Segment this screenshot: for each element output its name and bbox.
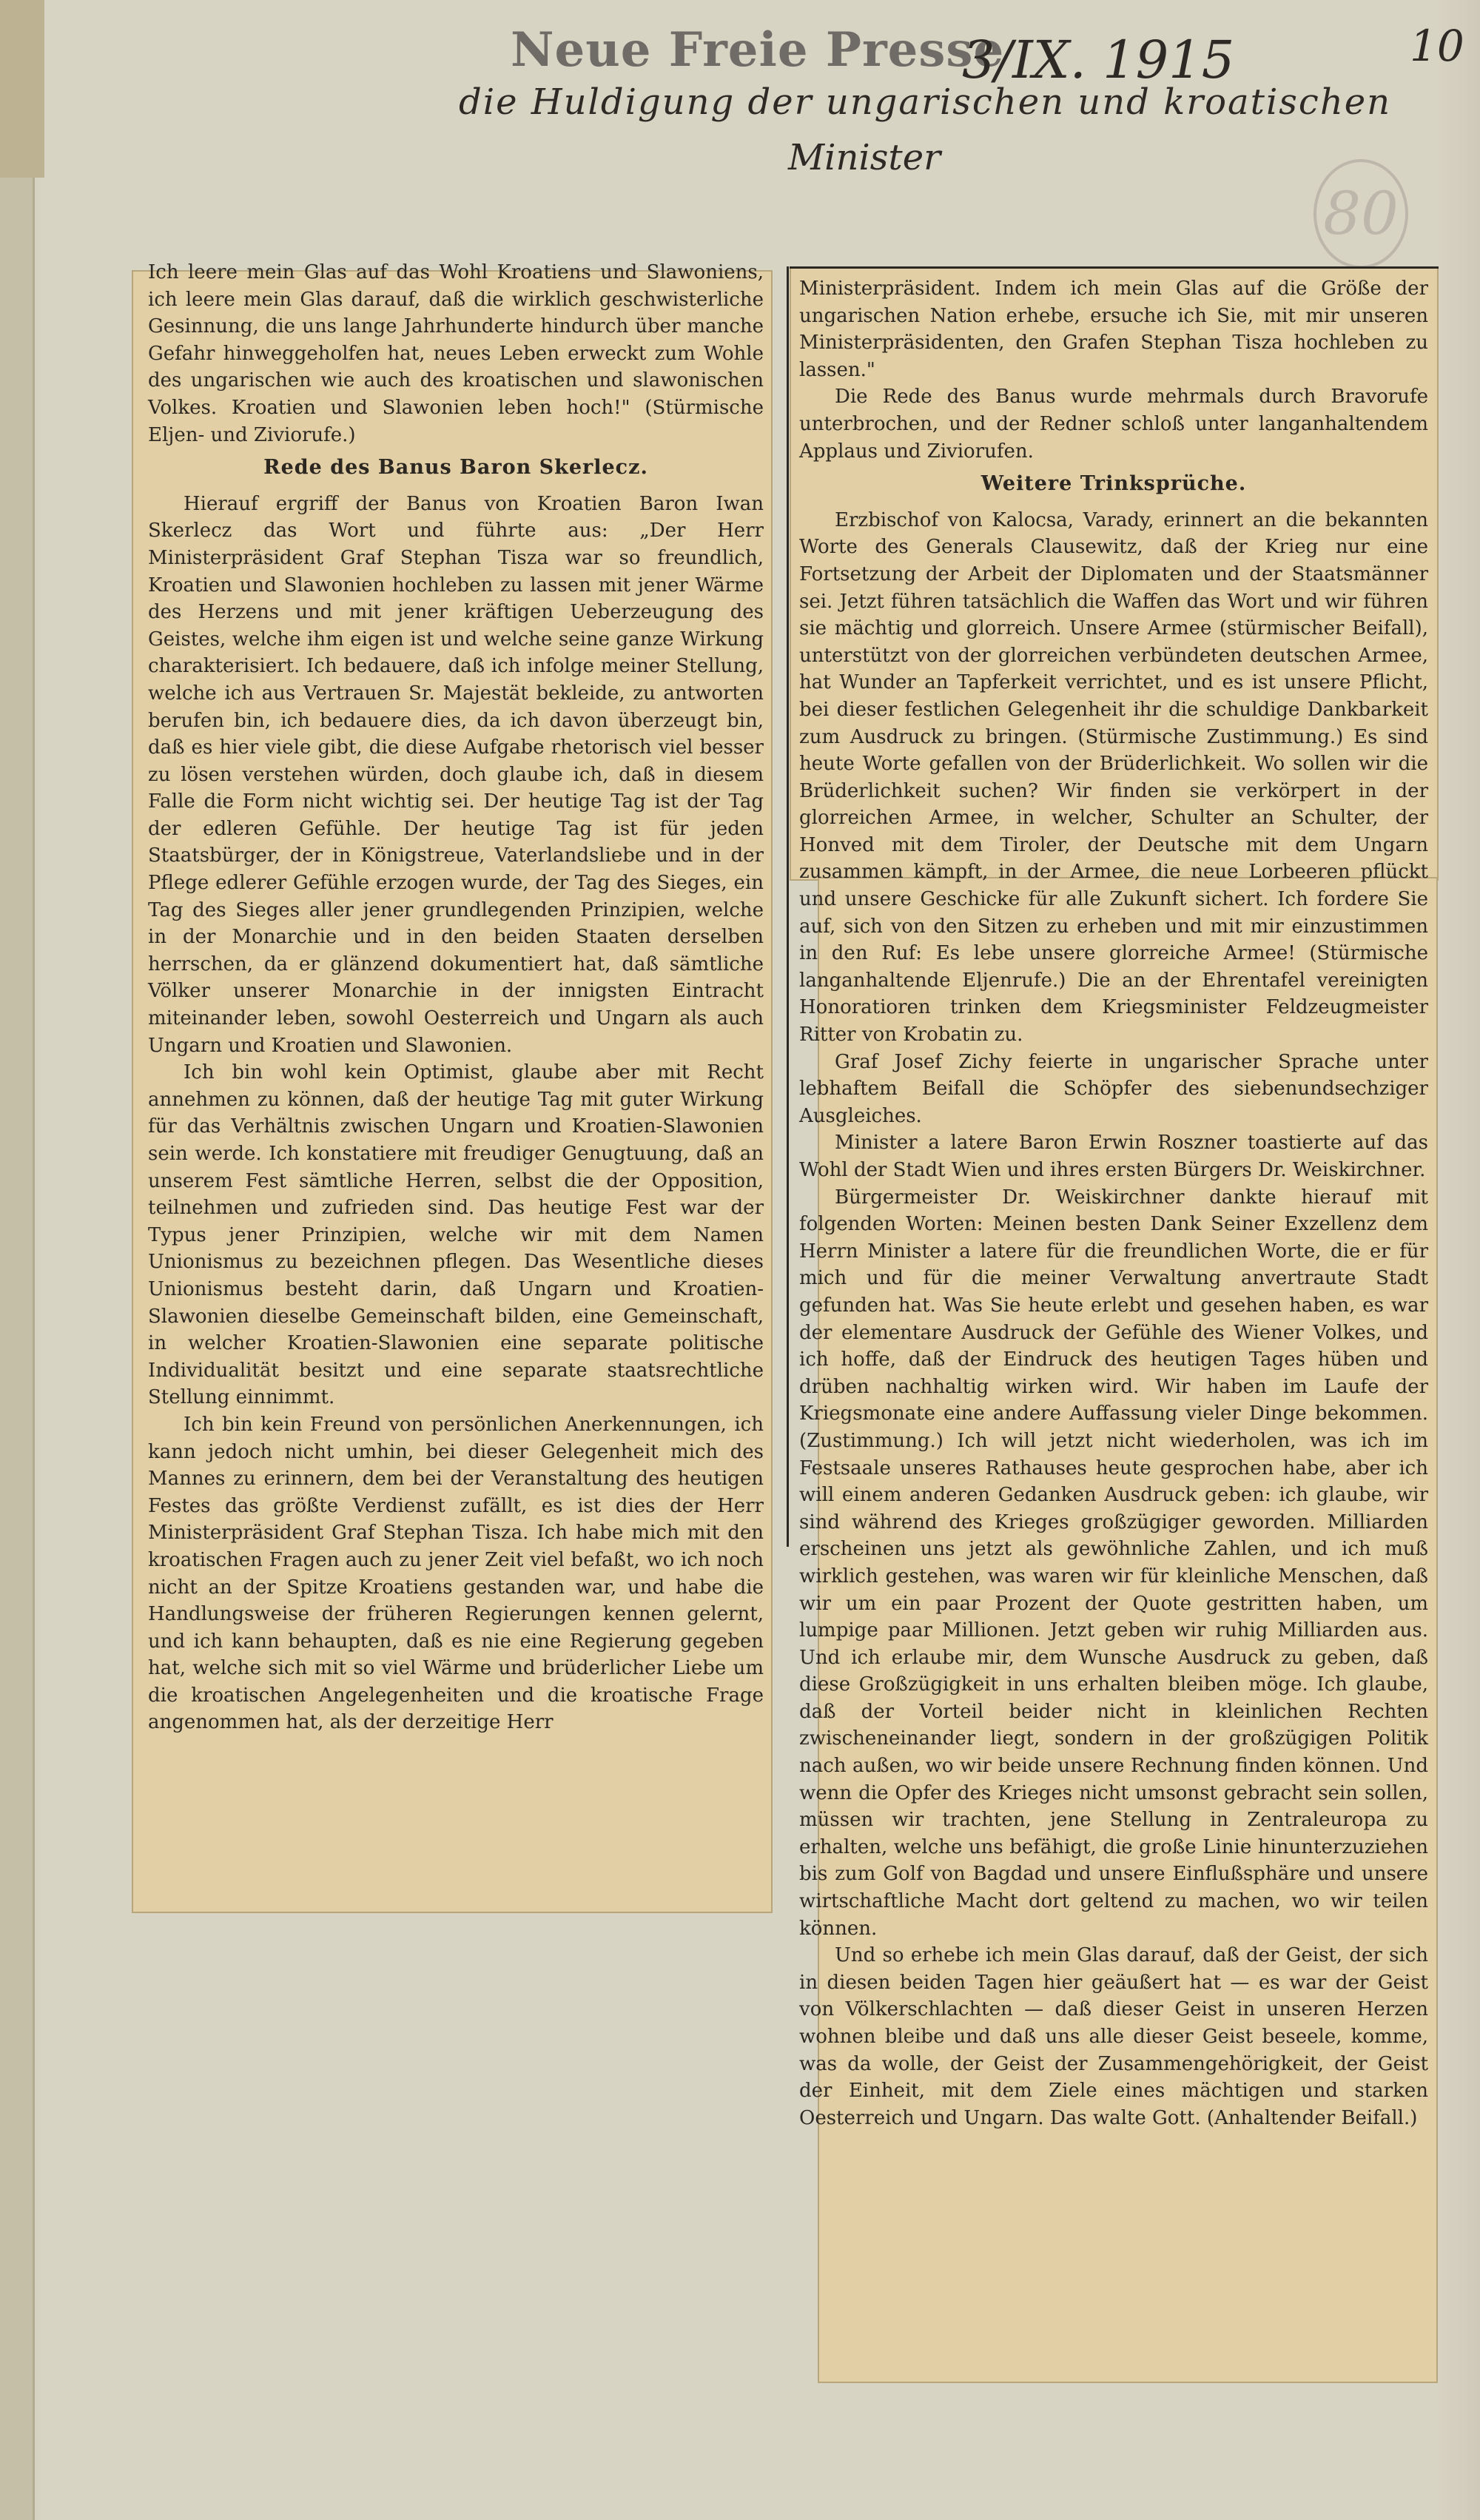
section-heading-banus: Rede des Banus Baron Skerlecz. — [263, 456, 648, 480]
right-paragraph-2: Die Rede des Banus wurde mehrmals durch Bravorufe unterbrochen, und der Redner schloß unter langanhaltendem Applaus und Ziviorufen. — [799, 386, 1428, 463]
right-paragraph-4: Graf Josef Zichy feierte in ungarischer Sprache unter lebhaftem Beifall die Schöpfer des siebenundsechziger Ausgleiches. — [799, 1050, 1428, 1127]
handwritten-title-line-2: Minister — [788, 137, 941, 178]
right-paragraph-6: Bürgermeister Dr. Weiskirchner dankte hierauf mit folgenden Worten: Meinen besten Dank Seiner Exzellenz dem Herrn Minister a latere für die freundlichen Worte, die er für mich und für die meiner Verwaltung anvertraute Stadt gefunden hat. Was Sie heute erlebt und gesehen haben, es war der elementare Ausdruck der Gefühle des Wiener Volkes, und ich hoffe, daß der Eindruck des heutigen Tages hüben und drüben nachhaltig wirken wird. Wir haben im Laufe der Kriegsmonate eine andere Auffassung vieler Dinge bekommen. (Zustimmung.) Ich will jetzt nicht wiederholen, was ich im Festsaale unseres Rathauses heute gesprochen habe, aber ich will einem anderen Gedanken Ausdruck geben: ich glaube, wir sind während des Krieges großzügiger geworden. Milliarden erscheinen uns jetzt als gewöhnliche Zahlen, und ich muß wirklich gestehen, was waren wir für kleinliche Menschen, daß wir um ein paar Prozent der Quote gestritten haben, um lumpige paar Millionen. Jetzt geben wir ruhig Milliarden aus. Und ich erlaube mir, dem Wunsche Ausdruck zu geben, daß diese Großzügigkeit in uns erhalten bleiben möge. Ich glaube, daß der Vorteil beider nicht in kleinlichen Rechten zwischeneinander liegt, sondern in der großzügigen Politik nach außen, wo wir beide unsere Rechnung finden können. Und wenn die Opfer des Krieges nicht umsonst gebracht sein sollen, müssen wir trachten, jene Stellung in Zentraleuropa zu erhalten, welche uns befähigt, die große Linie hinunterzuziehen bis zum Golf von Bagdad und unsere Einflußsphäre und unsere wirtschaftliche Macht dort geltend zu machen, wo wir teilen können. — [799, 1186, 1428, 1940]
left-paragraph-1: Ich leere mein Glas auf das Wohl Kroatiens und Slawoniens, ich leere mein Glas darauf, daß die wirklich geschwisterliche Gesinnung, die uns lange Jahrhunderte hindurch über manche Gefahr hinweggeholfen hat, neues Leben erweckt zum Wohle des ungarischen wie auch des kroatischen und slawonischen Volkes. Kroatien und Slawonien leben hoch!" (Stürmische Eljen- und Ziviorufe.) — [148, 261, 764, 446]
right-paragraph-1: Ministerpräsident. Indem ich mein Glas auf die Größe der ungarischen Nation erhebe, ersuche ich Sie, mit mir unseren Ministerpräsidenten, den Grafen Stephan Tisza hochleben zu lassen." — [799, 278, 1428, 381]
article-right-column — [799, 275, 1428, 2131]
column-rule-vertical — [787, 266, 789, 1547]
left-paragraph-3: Ich bin wohl kein Optimist, glaube aber mit Recht annehmen zu können, daß der heutige Tag mit guter Wirkung für das Verhältnis zwischen Ungarn und Kroatien-Slawonien sein werde. Ich konstatiere mit freudiger Genugtuung, daß an unserem Fest sämtliche Herren, selbst die der Opposition, teilnehmen und zufrieden sind. Das heutige Fest war der Typus jener Prinzipien, welche wir mit dem Namen Unionismus zu bezeichnen pflegen. Das Wesentliche dieses Unionismus besteht darin, daß Ungarn und Kroatien-Slawonien dieselbe Gemeinschaft bilden, eine Gemeinschaft, in welcher Kroatien-Slawonien eine separate politische Individualität besitzt und eine separate staatsrechtliche Stellung einnimmt. — [148, 1061, 764, 1409]
right-paragraph-3: Erzbischof von Kalocsa, Varady, erinnert an die bekannten Worte des Generals Clausewitz, daß der Krieg nur eine Fortsetzung der Arbeit der Diplomaten und der Staatsmänner sei. Jetzt führen tatsächlich die Waffen das Wort und wir führen sie mächtig und glorreich. Unsere Armee (stürmischer Beifall), unterstützt von der glorreichen verbündeten deutschen Armee, hat Wunder an Tapferkeit verrichtet, und es ist unsere Pflicht, bei dieser festlichen Gelegenheit ihr die schuldige Dankbarkeit zum Ausdruck zu bringen. (Stürmische Zustimmung.) Es sind heute Worte gefallen von der Brüderlichkeit. Wo sollen wir die Brüderlichkeit suchen? Wir finden sie verkörpert in der glorreichen Armee, in welcher, Schulter an Schulter, der Honved mit dem Tiroler, der Deutsche mit dem Ungarn zusammen kämpft, in der Armee, die neue Lorbeeren pflückt und unsere Geschicke für alle Zukunft sichert. Ich fordere Sie auf, sich von den Sitzen zu erheben und mit mir einzustimmen in den Ruf: Es lebe unsere glorreiche Armee! (Stürmische langanhaltende Eljenrufe.) Die an der Ehrentafel vereinigten Honoratioren trinken dem Kriegsminister Feldzeugmeister Ritter von Krobatin zu. — [799, 508, 1428, 1046]
right-paragraph-5: Minister a latere Baron Erwin Roszner toastierte auf das Wohl der Stadt Wien und ihres ersten Bürgers Dr. Weiskirchner. — [799, 1132, 1428, 1181]
circled-archive-number: 80 — [1314, 159, 1408, 269]
paper-edge-top — [0, 0, 44, 178]
column-rule-top — [790, 266, 1439, 269]
paper-edge — [0, 0, 35, 2520]
right-paragraph-7: Und so erhebe ich mein Glas darauf, daß der Geist, der sich in diesen beiden Tagen hier geäußert hat — es war der Geist von Völkerschlachten — daß dieser Geist in unseren Herzen wohnen bleibe und daß uns alle dieser Geist beseele, komme, was da wolle, der Geist der Zusammengehörigkeit, der Geist der Einheit, mit dem Ziele eines mächtigen und starken Oesterreich und Ungarn. Das walte Gott. (Anhaltender Beifall.) — [799, 1944, 1428, 2129]
article-left-column — [148, 259, 764, 1736]
left-paragraph-4: Ich bin kein Freund von persönlichen Anerkennungen, ich kann jedoch nicht umhin, bei dieser Gelegenheit mich des Mannes zu erinnern, dem bei der Veranstaltung des heutigen Festes das größte Verdienst zufällt, es ist dies der Herr Ministerpräsident Graf Stephan Tisza. Ich habe mich mit den kroatischen Fragen auch zu jener Zeit viel befaßt, wo ich noch nicht an der Spitze Kroatiens gestanden war, und habe die Handlungsweise der früheren Regierungen kennen gelernt, und ich kann behaupten, daß es nie eine Regierung gegeben hat, welche sich mit so viel Wärme und brüderlicher Liebe um die kroatischen Angelegenheiten und die kroatische Frage angenommen hat, als der derzeitige Herr — [148, 1413, 764, 1734]
section-heading-toasts: Weitere Trinksprüche. — [980, 472, 1247, 496]
handwritten-date: 3/IX. 1915 — [962, 30, 1235, 90]
newspaper-masthead: Neue Freie Presse — [511, 22, 1005, 78]
left-paragraph-2: Hierauf ergriff der Banus von Kroatien Baron Iwan Skerlecz das Wort und führte aus: „Der Herr Ministerpräsident Graf Stephan Tisza war so freundlich, Kroatien und Slawonien hochleben zu lassen mit jener Wärme des Herzens und mit jener kräftigen Ueberzeugung des Geistes, welche ihm eigen ist und welche seine ganze Wirkung charakterisiert. Ich bedauere, daß ich infolge meiner Stellung, welche ich aus Vertrauen Sr. Majestät bekleide, zu antworten berufen bin, ich bedauere dies, da ich davon überzeugt bin, daß es hier viele gibt, die diese Aufgabe rhetorisch viel besser zu lösen verstehen würden, doch glaube ich, daß in diesem Falle die Form nicht wichtig sei. Der heutige Tag ist der Tag der edleren Gefühle. Der heutige Tag ist für jeden Staatsbürger, der in Königstreue, Vaterlandsliebe und in der Pflege edlerer Gefühle erzogen wurde, der Tag des Sieges, ein Tag des Sieges aller jener grundlegenden Prinzipien, welche in der Monarchie und in den beiden Staaten derselben herrschen, da er glänzend dokumentiert hat, daß sämtliche Völker unserer Monarchie in der innigsten Eintracht miteinander leben, sowohl Oesterreich und Ungarn als auch Ungarn und Kroatien und Slawonien. — [148, 492, 764, 1057]
handwritten-title-line-1: die Huldigung der ungarischen und kroatischen — [459, 81, 1392, 123]
handwritten-page-number: 10 — [1410, 21, 1464, 71]
